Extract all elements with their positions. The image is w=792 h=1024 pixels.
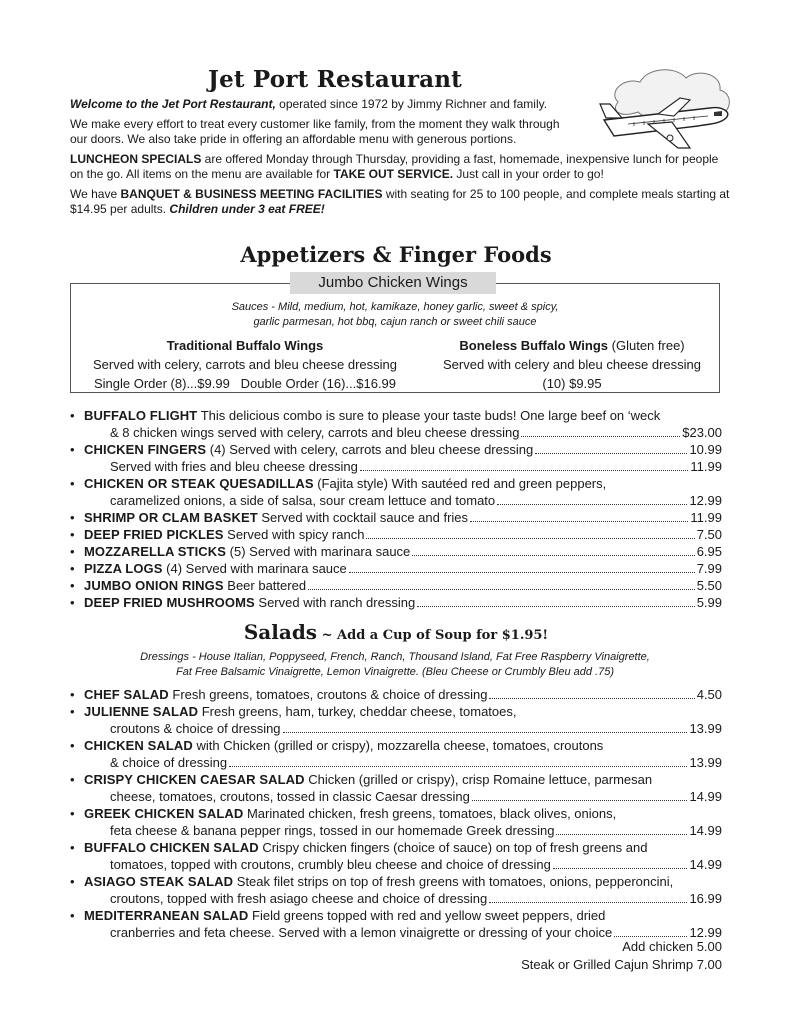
item-description: Chicken (grilled or crispy), crisp Romaine lettuce, parmesan — [304, 772, 653, 787]
item-line — [84, 594, 722, 611]
item-description: (5) Served with marinara sauce — [226, 544, 411, 559]
item-description — [84, 560, 347, 577]
dressings-note: Dressings - House Italian, Poppyseed, French, Ranch, Thousand Island, Fat Free Raspberry Vinaigrette, Fat Free Balsamic Vinaigrette, Lemon Vinaigrette. (Bleu Cheese or Crumbly Bleu add .75) — [140, 651, 650, 678]
item-name: MEDITERRANEAN SALAD — [84, 908, 249, 923]
bullet-icon: • — [70, 704, 75, 719]
item-name: BUFFALO CHICKEN SALAD — [84, 840, 259, 855]
list-item — [70, 526, 722, 543]
list-item — [70, 907, 722, 941]
item-description: (4) Served with marinara sauce — [162, 561, 347, 576]
item-description — [84, 737, 603, 754]
item-line — [84, 822, 722, 839]
item-price: 11.99 — [690, 459, 722, 474]
bullet-icon: • — [70, 687, 75, 702]
item-description: feta cheese & banana pepper rings, tossed in our homemade Greek dressing — [110, 823, 555, 838]
item-line — [84, 890, 722, 907]
bullet-icon: • — [70, 595, 75, 610]
bullet-icon: • — [70, 806, 75, 821]
item-description: with Chicken (grilled or crispy), mozzarella cheese, tomatoes, croutons — [192, 738, 604, 753]
list-item — [70, 873, 722, 907]
item-description: Served with spicy ranch — [223, 527, 365, 542]
dot-leader — [553, 868, 688, 869]
item-name: CRISPY CHICKEN CAESAR SALAD — [84, 772, 305, 787]
item-name: CHICKEN FINGERS — [84, 442, 207, 457]
intro-welcome: Welcome to the Jet Port Restaurant, operated since 1972 by Jimmy Richner and family. — [70, 97, 548, 111]
list-item — [70, 737, 722, 771]
list-item — [70, 805, 722, 839]
item-description: Beer battered — [223, 578, 307, 593]
item-line — [84, 492, 722, 509]
list-item — [70, 509, 722, 526]
bullet-icon: • — [70, 840, 75, 855]
item-description — [84, 441, 533, 458]
item-line — [84, 856, 722, 873]
item-price: 11.99 — [690, 510, 722, 525]
item-description — [84, 703, 517, 720]
restaurant-title: Jet Port Restaurant — [207, 66, 463, 93]
item-price: 13.99 — [689, 721, 722, 736]
item-description: caramelized onions, a side of salsa, sour cream lettuce and tomato — [110, 493, 496, 508]
bullet-icon: • — [70, 527, 75, 542]
list-item — [70, 441, 722, 475]
item-name: MOZZARELLA STICKS — [84, 544, 227, 559]
item-line — [84, 509, 722, 526]
item-description: Crispy chicken fingers (choice of sauce) on top of fresh greens and — [258, 840, 648, 855]
item-name: CHICKEN OR STEAK QUESADILLAS — [84, 476, 314, 491]
item-line — [84, 720, 722, 737]
dot-leader — [229, 766, 687, 767]
item-line — [84, 475, 722, 492]
item-description: Fresh greens, tomatoes, croutons & choice of dressing — [168, 687, 488, 702]
item-line — [84, 560, 722, 577]
wings-title: Jumbo Chicken Wings — [290, 272, 496, 294]
dot-leader — [360, 470, 689, 471]
item-line — [84, 788, 722, 805]
item-description — [84, 686, 487, 703]
dot-leader — [489, 902, 687, 903]
item-description — [84, 475, 606, 492]
bullet-icon: • — [70, 561, 75, 576]
item-description: croutons & choice of dressing — [110, 721, 281, 736]
item-line — [84, 839, 722, 856]
salad-list — [70, 686, 722, 941]
dot-leader — [283, 732, 688, 733]
list-item — [70, 475, 722, 509]
dot-leader — [489, 698, 694, 699]
item-line — [84, 441, 722, 458]
item-line — [84, 771, 722, 788]
item-line — [84, 543, 722, 560]
item-line — [84, 703, 722, 720]
intro-banquet: We have BANQUET & BUSINESS MEETING FACILITIES with seating for 25 to 100 people, and complete meals starting at $14.95 per adults. Children under 3 eat FREE! — [70, 186, 730, 216]
salads-heading: Salads ~ Add a Cup of Soup for $1.95! — [243, 620, 549, 644]
item-name: SHRIMP OR CLAM BASKET — [84, 510, 258, 525]
list-item: • BUFFALO FLIGHT This delicious combo is sure to please your taste buds! One large beef on ‘weck & 8 chicken wings served with celery, carrots and bleu cheese dressing $23.00 — [70, 408, 722, 440]
item-description: Steak filet strips on top of fresh greens with tomatoes, onions, pepperoncini, — [233, 874, 674, 889]
item-price: 5.50 — [696, 578, 722, 593]
bullet-icon: • — [70, 578, 75, 593]
dot-leader — [472, 800, 688, 801]
item-price: 7.99 — [696, 561, 722, 576]
item-description: (Fajita style) With sautéed red and green peppers, — [313, 476, 607, 491]
item-description: Field greens topped with red and yellow sweet peppers, dried — [248, 908, 606, 923]
bullet-icon: • — [70, 908, 75, 923]
list-item — [70, 543, 722, 560]
item-price: 12.99 — [689, 925, 722, 940]
boneless-wings: Boneless Buffalo Wings (Gluten free) Served with celery and bleu cheese dressing (10) $9.95 — [443, 338, 701, 391]
item-name: CHICKEN SALAD — [84, 738, 193, 753]
item-line — [84, 737, 722, 754]
item-description — [84, 839, 647, 856]
traditional-wings: Traditional Buffalo Wings Served with celery, carrots and bleu cheese dressing Single Order (8)...$9.99 Double Order (16)...$16.99 — [93, 338, 397, 391]
item-name: JULIENNE SALAD — [84, 704, 199, 719]
addon-steak-shrimp: Steak or Grilled Cajun Shrimp 7.00 — [521, 957, 722, 972]
item-description: tomatoes, topped with croutons, crumbly bleu cheese and choice of dressing — [110, 857, 551, 872]
item-name: PIZZA LOGS — [84, 561, 163, 576]
bullet-icon: • — [70, 738, 75, 753]
item-name: BUFFALO FLIGHT — [84, 408, 198, 423]
list-item — [70, 839, 722, 873]
item-name: CHEF SALAD — [84, 687, 169, 702]
list-item — [70, 771, 722, 805]
item-description — [84, 543, 410, 560]
item-description: Marinated chicken, fresh greens, tomatoes, black olives, onions, — [243, 806, 617, 821]
item-name: DEEP FRIED PICKLES — [84, 527, 224, 542]
item-description: & choice of dressing — [110, 755, 228, 770]
list-item — [70, 703, 722, 737]
item-line — [84, 424, 722, 441]
item-description: Served with ranch dressing — [254, 595, 416, 610]
intro-text — [70, 97, 730, 222]
bullet-icon: • — [70, 510, 75, 525]
item-price: 12.99 — [689, 493, 722, 508]
dot-leader — [556, 834, 687, 835]
item-name: JUMBO ONION RINGS — [84, 578, 224, 593]
item-line — [84, 686, 722, 703]
appetizers-heading: Appetizers & Finger Foods — [240, 242, 552, 267]
item-price: 7.50 — [696, 527, 722, 542]
list-item — [70, 594, 722, 611]
dot-leader — [535, 453, 687, 454]
list-item — [70, 577, 722, 594]
item-description: (4) Served with celery, carrots and bleu cheese dressing — [206, 442, 534, 457]
item-description: This delicious combo is sure to please your taste buds! One large beef on ‘weck — [197, 408, 661, 423]
item-name: GREEK CHICKEN SALAD — [84, 806, 244, 821]
item-description: croutons, topped with fresh asiago cheese and choice of dressing — [110, 891, 488, 906]
item-description: & 8 chicken wings served with celery, carrots and bleu cheese dressing — [110, 425, 520, 440]
dot-leader — [470, 521, 688, 522]
intro-luncheon: LUNCHEON SPECIALS are offered Monday through Thursday, providing a fast, homemade, inexpensive lunch for people on the go. All items on the menu are available for TAKE OUT SERVICE. Just call in your order to go! — [70, 151, 719, 181]
item-line — [84, 526, 722, 543]
item-description: cranberries and feta cheese. Served with a lemon vinaigrette or dressing of your choice — [110, 925, 613, 940]
item-description — [84, 594, 415, 611]
wings-sauces: Sauces - Mild, medium, hot, kamikaze, honey garlic, sweet & spicy, garlic parmesan, hot bbq, cajun ranch or sweet chili sauce — [231, 301, 559, 328]
list-item — [70, 560, 722, 577]
item-description — [84, 907, 605, 924]
item-line — [84, 873, 722, 890]
welcome-bold: Welcome to the Jet Port Restaurant, — [70, 97, 276, 111]
appetizer-list — [70, 407, 722, 611]
dot-leader — [349, 572, 695, 573]
salad-addons — [521, 938, 722, 974]
item-line — [84, 907, 722, 924]
item-price: 14.99 — [689, 823, 722, 838]
item-price: 6.95 — [696, 544, 722, 559]
item-description — [84, 407, 660, 424]
item-price: 13.99 — [689, 755, 722, 770]
item-line — [84, 458, 722, 475]
item-name: DEEP FRIED MUSHROOMS — [84, 595, 255, 610]
item-description: cheese, tomatoes, croutons, tossed in classic Caesar dressing — [110, 789, 470, 804]
item-price: 14.99 — [689, 789, 722, 804]
item-price: 16.99 — [689, 891, 722, 906]
dot-leader — [614, 936, 687, 937]
addon-chicken: Add chicken 5.00 — [622, 939, 722, 954]
item-price: 4.50 — [696, 687, 722, 702]
item-name: ASIAGO STEAK SALAD — [84, 874, 234, 889]
dot-leader — [417, 606, 694, 607]
item-price: $23.00 — [682, 425, 722, 440]
bullet-icon: • — [70, 544, 75, 559]
item-price: 14.99 — [689, 857, 722, 872]
bullet-icon: • — [70, 874, 75, 889]
item-description: Fresh greens, ham, turkey, cheddar cheese, tomatoes, — [198, 704, 517, 719]
item-price: 5.99 — [696, 595, 722, 610]
item-description: Served with fries and bleu cheese dressing — [110, 459, 358, 474]
dot-leader — [366, 538, 694, 539]
item-line — [84, 407, 722, 424]
item-description — [84, 805, 616, 822]
bullet-icon: • — [70, 476, 75, 491]
dot-leader — [521, 436, 680, 437]
item-description: Served with cocktail sauce and fries — [257, 510, 469, 525]
list-item — [70, 686, 722, 703]
dot-leader — [308, 589, 695, 590]
dot-leader — [412, 555, 694, 556]
item-line — [84, 805, 722, 822]
item-price: 10.99 — [689, 442, 722, 457]
item-description — [84, 526, 364, 543]
item-line — [84, 577, 722, 594]
bullet-icon: • — [70, 772, 75, 787]
item-line — [84, 754, 722, 771]
item-description — [84, 873, 673, 890]
bullet-icon: • — [70, 442, 75, 457]
item-description — [84, 771, 652, 788]
item-description — [84, 509, 468, 526]
dot-leader — [497, 504, 687, 505]
intro-family: We make every effort to treat every customer like family, from the moment they walk through our doors. We also take pride in offering an affordable menu with generous portions. — [70, 116, 560, 146]
item-description — [84, 577, 306, 594]
